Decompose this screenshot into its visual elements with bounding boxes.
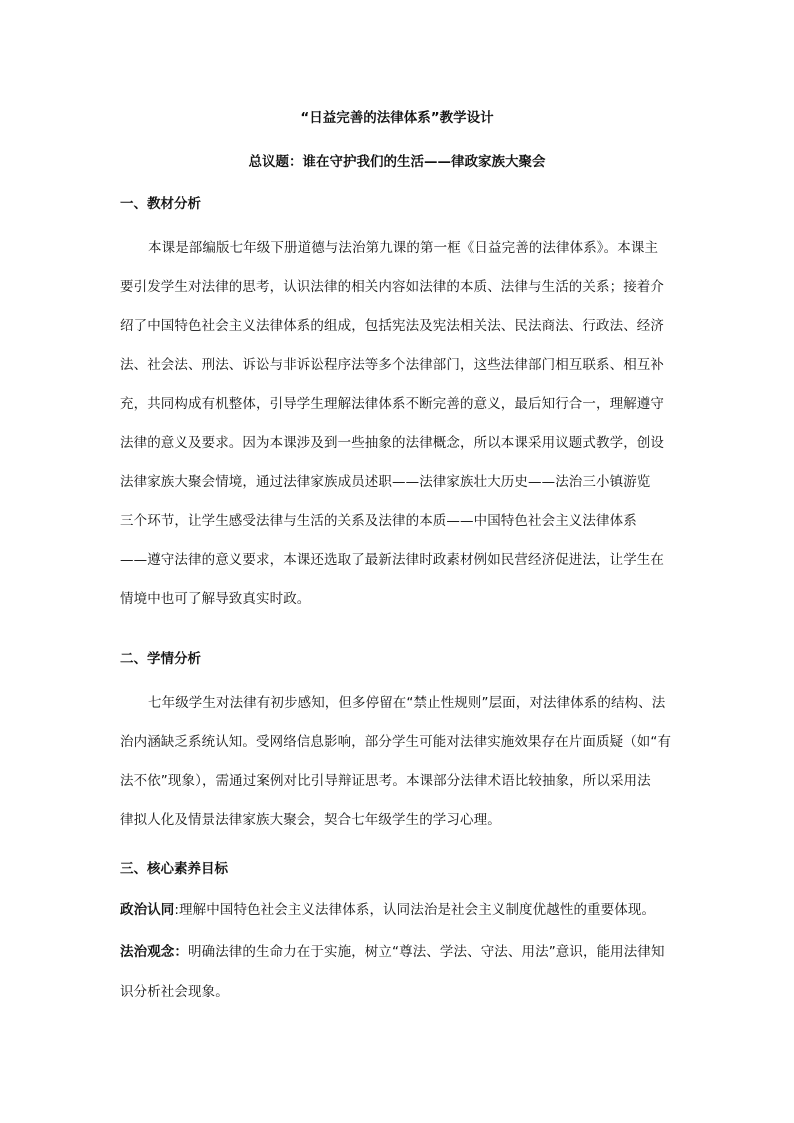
- section-heading-textbook-analysis: 一、教材分析: [120, 196, 201, 212]
- section-heading-learner-analysis: 二、学情分析: [120, 651, 201, 667]
- section-heading-core-literacy-goals: 三、核心素养目标: [120, 861, 228, 877]
- paragraph-line: 要引发学生对法律的思考，认识法律的相关内容如法律的本质、法律与生活的关系；接着介: [120, 279, 664, 295]
- paragraph-line: 法律家族大聚会情境，通过法律家族成员述职——法律家族壮大历史——法治三小镇游览: [120, 474, 651, 490]
- paragraph-line: 识分析社会现象。: [120, 984, 229, 1000]
- paragraph-line: 七年级学生对法律有初步感知，但多停留在“禁止性规则”层面，对法律体系的结构、法: [148, 695, 666, 711]
- goal-political-identity: [120, 898, 655, 918]
- document-title: “日益完善的法律体系”教学设计: [300, 110, 494, 126]
- paragraph-line: 三个环节，让学生感受法律与生活的关系及法律的本质——中国特色社会主义法律体系: [120, 513, 637, 529]
- goal-text: :理解中国特色社会主义法律体系，认同法治是社会主义制度优越性的重要体现。: [174, 902, 656, 918]
- paragraph-line: ——遵守法律的意义要求，本课还选取了最新法律时政素材例如民营经济促进法，让学生在: [120, 552, 664, 568]
- goal-label: 政治认同: [120, 902, 175, 918]
- paragraph-line: 本课是部编版七年级下册道德与法治第九课的第一框《日益完善的法律体系》。本课主: [148, 240, 659, 256]
- paragraph-line: 法不依”现象），需通过案例对比引导辩证思考。本课部分法律术语比较抽象，所以采用法: [120, 773, 651, 789]
- goal-label: 法治观念：: [120, 944, 188, 960]
- document-subtitle: 总议题：谁在守护我们的生活——律政家族大聚会: [248, 154, 546, 170]
- paragraph-line: 情境中也可了解导致真实时政。: [120, 591, 311, 607]
- paragraph-line: 充，共同构成有机整体，引导学生理解法律体系不断完善的意义，最后知行合一，理解遵守: [120, 396, 664, 412]
- goal-rule-of-law: [120, 940, 665, 960]
- paragraph-line: 律拟人化及情景法律家族大聚会，契合七年级学生的学习心理。: [120, 812, 501, 828]
- goal-text: 明确法律的生命力在于实施，树立“尊法、学法、守法、用法”意识，能用法律知: [188, 944, 665, 960]
- paragraph-line: 绍了中国特色社会主义法律体系的组成，包括宪法及宪法相关法、民法商法、行政法、经济: [120, 318, 664, 334]
- paragraph-line: 法律的意义及要求。因为本课涉及到一些抽象的法律概念，所以本课采用议题式教学，创设: [120, 435, 664, 451]
- paragraph-line: 法、社会法、刑法、诉讼与非诉讼程序法等多个法律部门，这些法律部门相互联系、相互补: [120, 357, 664, 373]
- paragraph-line: 治内涵缺乏系统认知。受网络信息影响，部分学生可能对法律实施效果存在片面质疑（如“有: [120, 734, 672, 750]
